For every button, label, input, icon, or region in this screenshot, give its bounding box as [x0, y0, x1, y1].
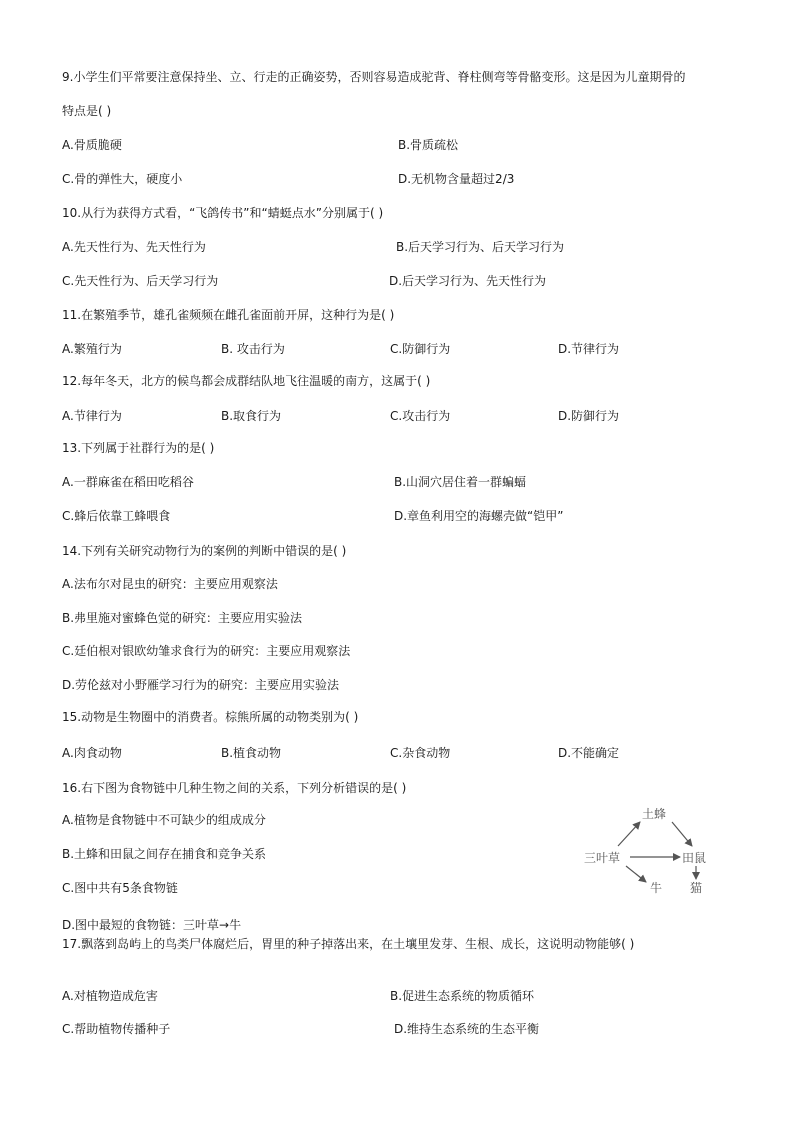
q17-option-a[interactable]: A.对植物造成危害: [62, 989, 158, 1003]
q11-option-a[interactable]: A.繁殖行为: [62, 342, 122, 356]
q9-stem-line1: 9.小学生们平常要注意保持坐、立、行走的正确姿势，否则容易造成驼背、脊柱侧弯等骨骼变形。这是因为儿童期骨的: [62, 70, 686, 84]
q10-option-d[interactable]: D.后天学习行为、先天性行为: [389, 274, 547, 288]
q9-option-a[interactable]: A.骨质脆硬: [62, 138, 122, 152]
q17-option-b[interactable]: B.促进生态系统的物质循环: [390, 989, 535, 1003]
q14-option-d[interactable]: D.劳伦兹对小野雁学习行为的研究：主要应用实验法: [62, 678, 340, 692]
q17-option-c[interactable]: C.帮助植物传播种子: [62, 1022, 171, 1036]
q15-option-a[interactable]: A.肉食动物: [62, 746, 122, 760]
q11-stem: 11.在繁殖季节，雄孔雀频频在雌孔雀面前开屏，这种行为是( ): [62, 308, 395, 322]
node-clover: 三叶草: [584, 851, 621, 865]
q14-stem: 14.下列有关研究动物行为的案例的判断中错误的是( ): [62, 544, 347, 558]
q15-option-b[interactable]: B.植食动物: [221, 746, 282, 760]
q11-option-b[interactable]: B. 攻击行为: [221, 342, 285, 356]
q9-option-c[interactable]: C.骨的弹性大，硬度小: [62, 172, 183, 186]
node-vole: 田鼠: [682, 851, 707, 865]
q17-option-d[interactable]: D.维持生态系统的生态平衡: [394, 1022, 540, 1036]
q14-option-c[interactable]: C.廷伯根对银欧幼雏求食行为的研究：主要应用观察法: [62, 644, 351, 658]
node-cow: 牛: [650, 881, 663, 895]
q16-stem: 16.右下图为食物链中几种生物之间的关系，下列分析错误的是( ): [62, 781, 407, 795]
q10-stem: 10.从行为获得方式看，“飞鸽传书”和“蜻蜓点水”分别属于( ): [62, 206, 384, 220]
arrow-bee-vole: [672, 822, 692, 846]
q15-option-d[interactable]: D.不能确定: [558, 746, 620, 760]
q11-option-c[interactable]: C.防御行为: [390, 342, 451, 356]
q12-option-d[interactable]: D.防御行为: [558, 409, 620, 423]
arrow-clover-cow: [626, 866, 646, 882]
q9-stem-line2: 特点是( ): [62, 104, 112, 118]
q13-stem: 13.下列属于社群行为的是( ): [62, 441, 215, 455]
arrow-clover-bee: [618, 822, 640, 846]
q13-option-a[interactable]: A.一群麻雀在稻田吃稻谷: [62, 475, 194, 489]
q15-option-c[interactable]: C.杂食动物: [390, 746, 451, 760]
q17-stem: 17.飘落到岛屿上的鸟类尸体腐烂后，胃里的种子掉落出来，在土壤里发芽、生根、成长，这说明动物能够( ): [62, 937, 635, 951]
q12-option-a[interactable]: A.节律行为: [62, 409, 122, 423]
node-cat: 猫: [690, 881, 703, 895]
q16-option-a[interactable]: A.植物是食物链中不可缺少的组成成分: [62, 813, 266, 827]
food-web-diagram: [578, 800, 738, 900]
q14-option-a[interactable]: A.法布尔对昆虫的研究：主要应用观察法: [62, 577, 278, 591]
q12-option-b[interactable]: B.取食行为: [221, 409, 282, 423]
q13-option-b[interactable]: B.山洞穴居住着一群蝙蝠: [394, 475, 527, 489]
node-bee: 土蜂: [642, 807, 667, 821]
q13-option-d[interactable]: D.章鱼利用空的海螺壳做“铠甲”: [394, 509, 564, 523]
q12-option-c[interactable]: C.攻击行为: [390, 409, 451, 423]
q16-option-b[interactable]: B.土蜂和田鼠之间存在捕食和竞争关系: [62, 847, 267, 861]
q12-stem: 12.每年冬天，北方的候鸟都会成群结队地飞往温暖的南方，这属于( ): [62, 374, 431, 388]
q9-option-d[interactable]: D.无机物含量超过2/3: [398, 172, 515, 186]
q10-option-b[interactable]: B.后天学习行为、后天学习行为: [396, 240, 565, 254]
q16-option-d[interactable]: D.图中最短的食物链：三叶草→牛: [62, 918, 242, 932]
q14-option-b[interactable]: B.弗里施对蜜蜂色觉的研究：主要应用实验法: [62, 611, 303, 625]
q9-option-b[interactable]: B.骨质疏松: [398, 138, 459, 152]
q10-option-a[interactable]: A.先天性行为、先天性行为: [62, 240, 206, 254]
q16-option-c[interactable]: C.图中共有5条食物链: [62, 881, 178, 895]
q11-option-d[interactable]: D.节律行为: [558, 342, 620, 356]
q13-option-c[interactable]: C.蜂后依靠工蜂喂食: [62, 509, 171, 523]
q10-option-c[interactable]: C.先天性行为、后天学习行为: [62, 274, 219, 288]
q15-stem: 15.动物是生物圈中的消费者。棕熊所属的动物类别为( ): [62, 710, 359, 724]
